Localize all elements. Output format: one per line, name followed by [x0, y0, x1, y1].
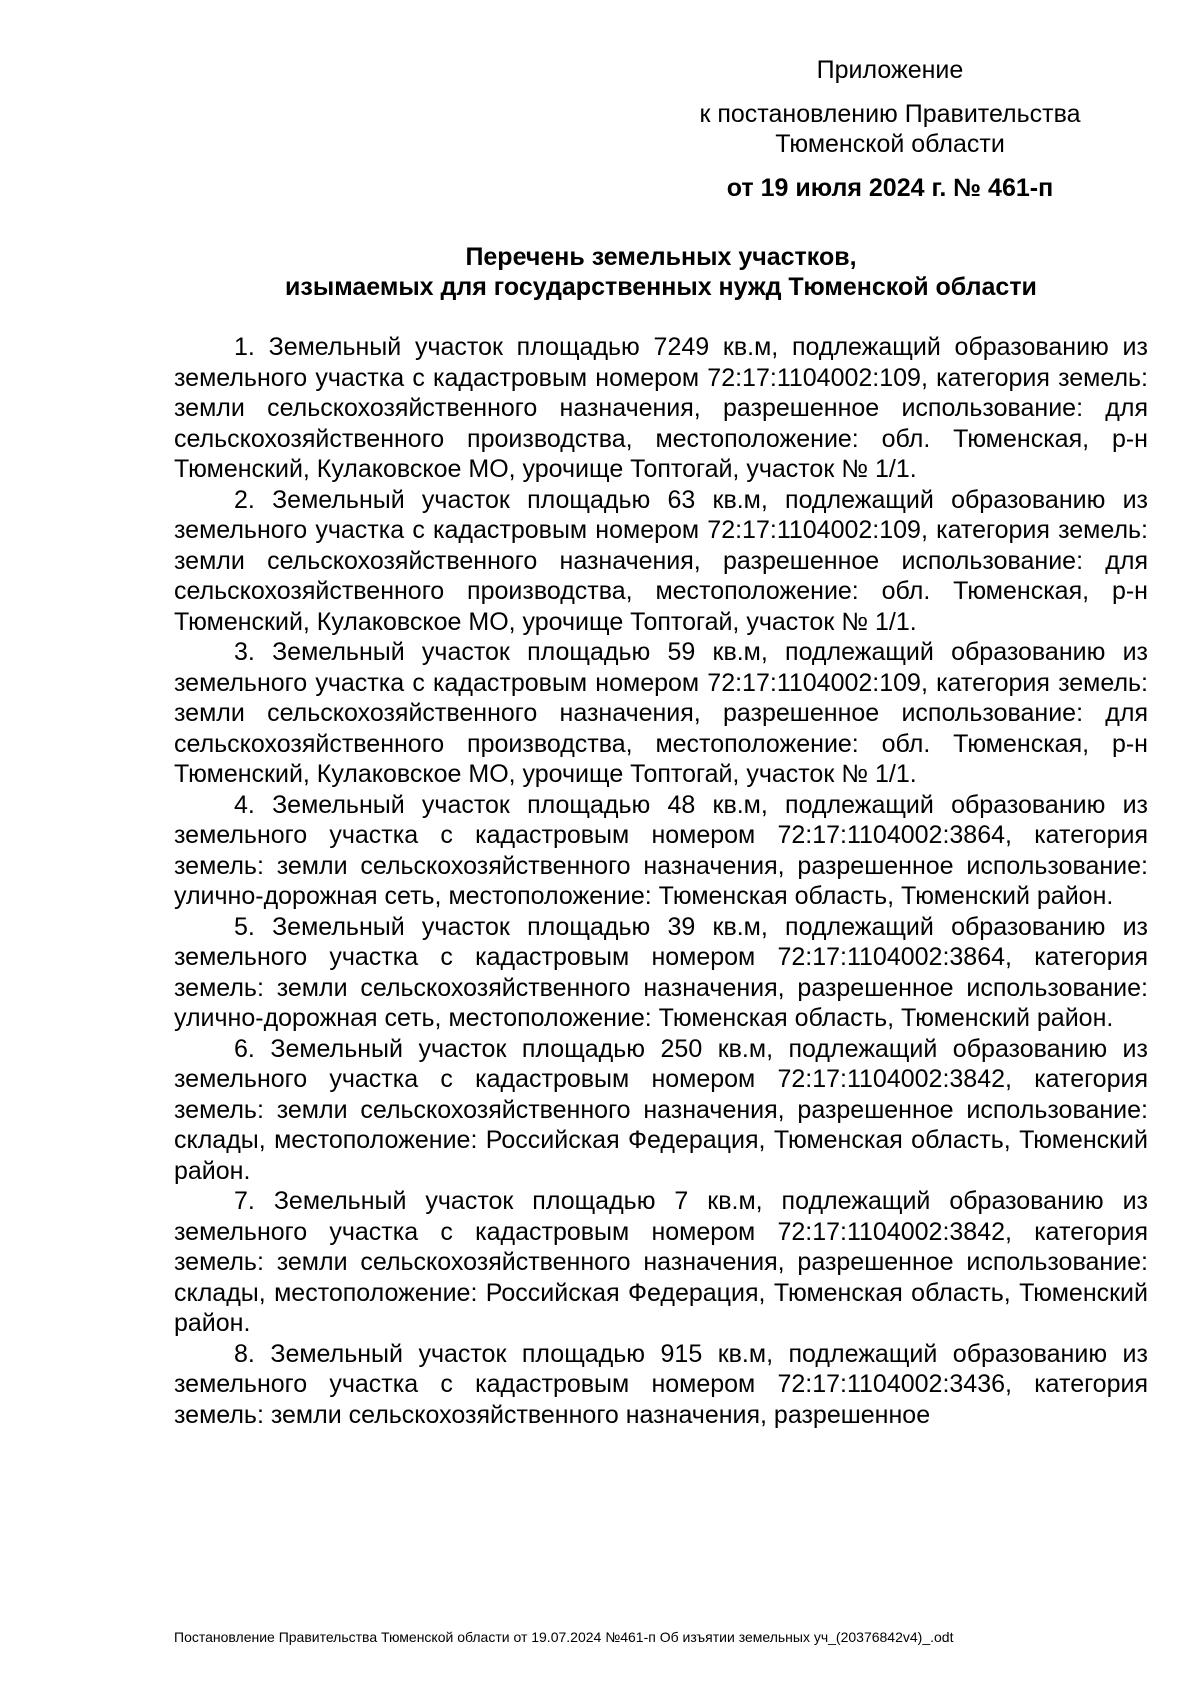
- document-title: [174, 242, 1148, 302]
- land-plot-list: [174, 332, 1148, 1582]
- page-footer: Постановление Правительства Тюменской области от 19.07.2024 №461-п Об изъятии земельных уч_(20376842v4)_.odt: [174, 1629, 954, 1645]
- list-item: 6. Земельный участок площадью 250 кв.м, подлежащий образованию из земельного участка с кадастровым номером 72:17:1104002:3842, категория земель: земли сельскохозяйственного назначения, разрешенное использование: склады, местоположение: Российская Федерация, Тюменская область, Тюменский район.: [174, 1034, 1148, 1185]
- document-title-line-1: Перечень земельных участков,: [465, 243, 857, 271]
- list-item: 2. Земельный участок площадью 63 кв.м, подлежащий образованию из земельного участка с кадастровым номером 72:17:1104002:109, категория земель: земли сельскохозяйственного назначения, разрешенное использование: для сельскохозяйственного производства, местоположение: обл. Тюменская, р-н Тюменский, Кулаковское МО, урочище Топтогай, участок № 1/1.: [174, 485, 1148, 636]
- appendix-reference-line-1: к постановлению Правительства: [699, 100, 1081, 128]
- appendix-label: Приложение: [816, 56, 964, 84]
- list-item: 5. Земельный участок площадью 39 кв.м, подлежащий образованию из земельного участка с кадастровым номером 72:17:1104002:3864, категория земель: земли сельскохозяйственного назначения, разрешенное использование: улично-дорожная сеть, местоположение: Тюменская область, Тюменский район.: [174, 912, 1148, 1032]
- appendix-block: [660, 55, 1120, 203]
- appendix-date: от 19 июля 2024 г. № 461-п: [726, 174, 1054, 202]
- list-item: 7. Земельный участок площадью 7 кв.м, подлежащий образованию из земельного участка с кадастровым номером 72:17:1104002:3842, категория земель: земли сельскохозяйственного назначения, разрешенное использование: склады, местоположение: Российская Федерация, Тюменская область, Тюменский район.: [174, 1187, 1148, 1337]
- list-item: 4. Земельный участок площадью 48 кв.м, подлежащий образованию из земельного участка с кадастровым номером 72:17:1104002:3864, категория земель: земли сельскохозяйственного назначения, разрешенное использование: улично-дорожная сеть, местоположение: Тюменская область, Тюменский район.: [174, 790, 1148, 910]
- list-item: 3. Земельный участок площадью 59 кв.м, подлежащий образованию из земельного участка с кадастровым номером 72:17:1104002:109, категория земель: земли сельскохозяйственного назначения, разрешенное использование: для сельскохозяйственного производства, местоположение: обл. Тюменская, р-н Тюменский, Кулаковское МО, урочище Топтогай, участок № 1/1.: [174, 638, 1148, 788]
- document-title-line-2: изымаемых для государственных нужд Тюменской области: [285, 273, 1037, 301]
- appendix-reference-line-2: Тюменской области: [775, 130, 1005, 158]
- list-item: 1. Земельный участок площадью 7249 кв.м, подлежащий образованию из земельного участка с кадастровым номером 72:17:1104002:109, категория земель: земли сельскохозяйственного назначения, разрешенное использование: для сельскохозяйственного производства, местоположение: обл. Тюменская, р-н Тюменский, Кулаковское МО, урочище Топтогай, участок № 1/1.: [174, 333, 1148, 483]
- list-item: 8. Земельный участок площадью 915 кв.м, подлежащий образованию из земельного участка с кадастровым номером 72:17:1104002:3436, категория земель: земли сельскохозяйственного назначения, разрешенное: [174, 1339, 1148, 1429]
